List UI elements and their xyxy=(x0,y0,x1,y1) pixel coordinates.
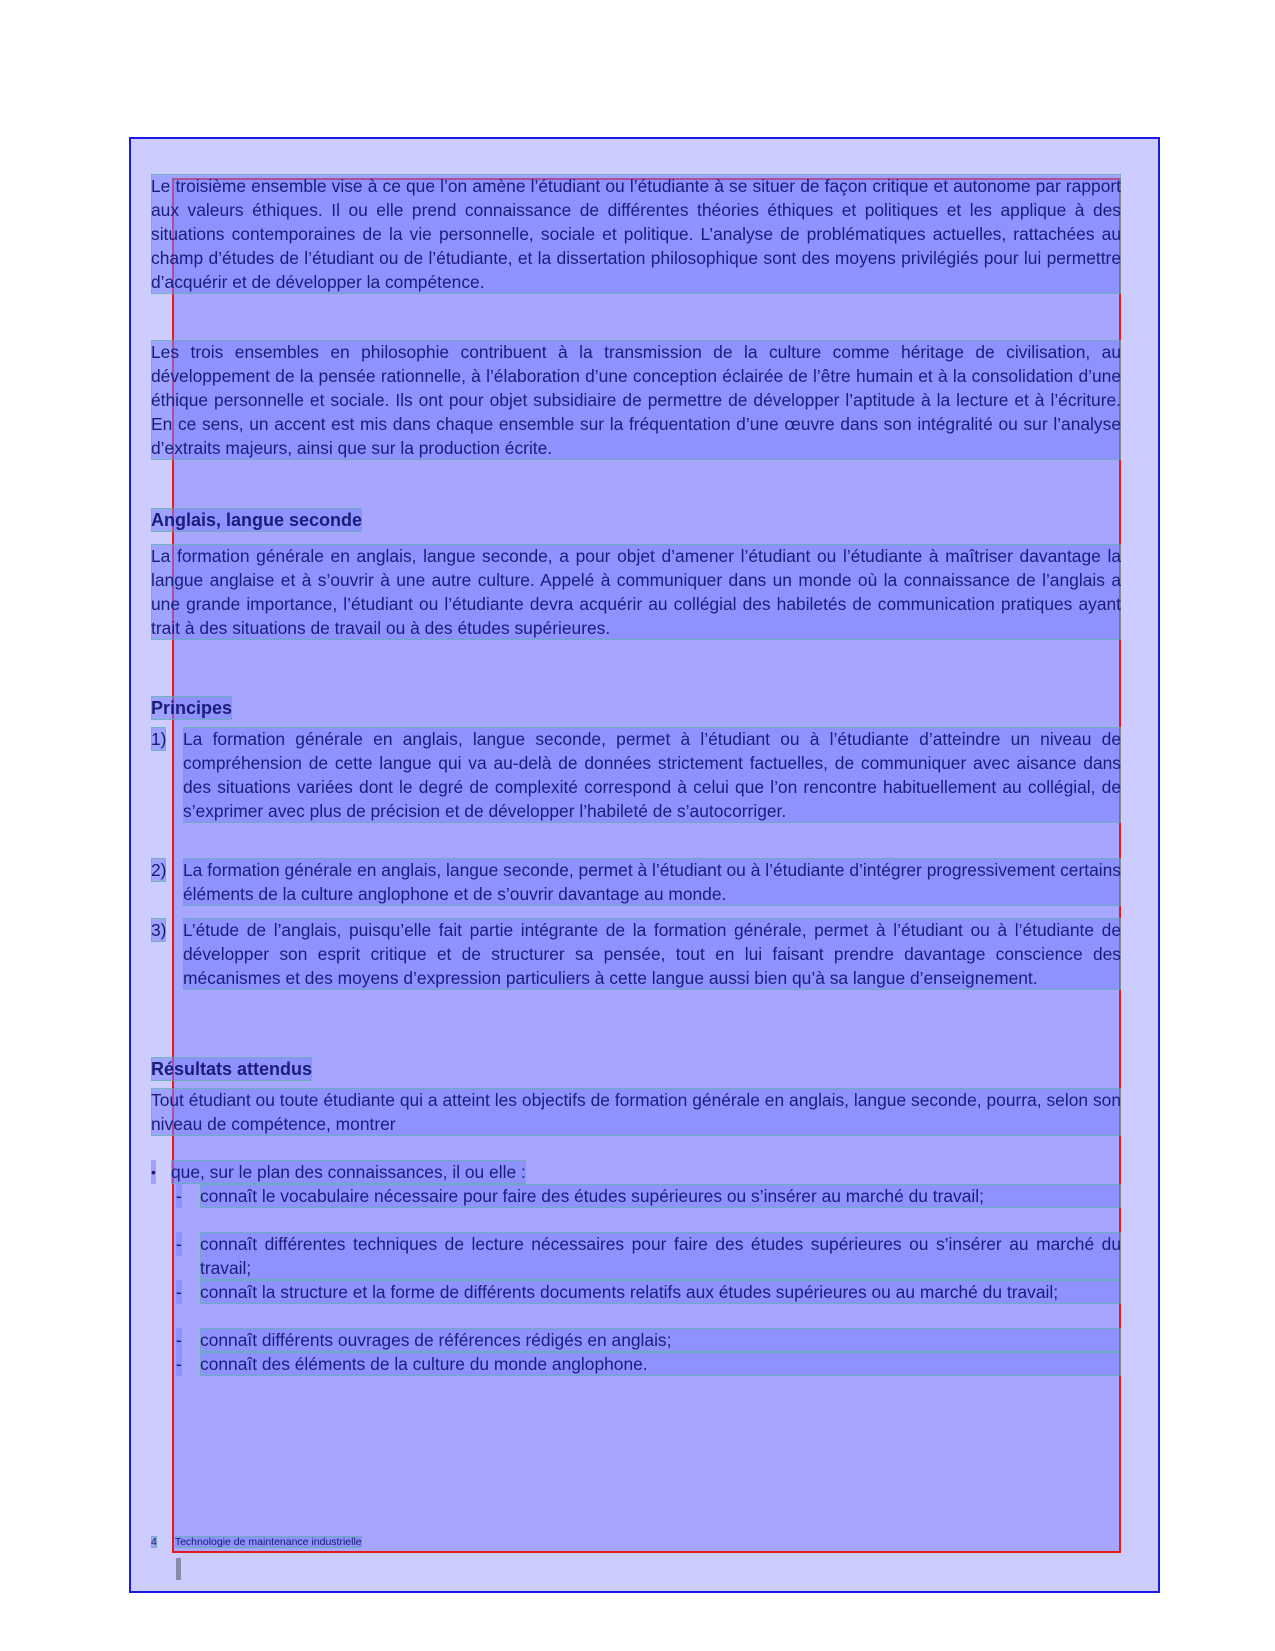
list-item xyxy=(176,1280,1121,1304)
list-item-text: connaît le vocabulaire nécessaire pour faire des études supérieures ou s’insérer au marché du travail; xyxy=(200,1184,1121,1208)
item-text: La formation générale en anglais, langue seconde, permet à l’étudiant ou à l’étudiante d’atteindre un niveau de compréhension de cette langue qui va au-delà de données strictement factuelles, de communiquer avec aisance dans des situations variées dont le degré de complexité correspond à celui que l’on rencontre habituellement au collégial, de s’exprimer avec plus de précision et de développer l’habileté de s’autocorriger. xyxy=(183,729,1121,821)
paragraph-text: Le troisième ensemble vise à ce que l’on amène l’étudiant ou l’étudiante à se situer de façon critique et autonome par rapport aux valeurs éthiques. Il ou elle prend connaissance de différentes théories éthiques et politiques et les applique à des situations contemporaines de la vie personnelle, sociale et politique. L’analyse de problématiques actuelles, rattachées au champ d’études de l’étudiant ou de l’étudiante, et la dissertation philosophique sont des moyens privilégiés pour lui permettre d’acquérir et de développer la compétence. xyxy=(151,176,1121,292)
heading-principes: Principes xyxy=(151,698,233,718)
footer-page-number: 4 xyxy=(151,1536,157,1548)
footer-title: Technologie de maintenance industrielle xyxy=(174,1536,362,1548)
lead-text: que, sur le plan des connaissances, il ou elle : xyxy=(171,1162,526,1182)
section-anglais-paragraph xyxy=(151,544,1121,640)
bullet-icon: • xyxy=(151,1160,156,1184)
dash-icon: - xyxy=(176,1234,182,1254)
list-item xyxy=(176,1184,1121,1208)
heading-resultats: Résultats attendus xyxy=(151,1059,313,1079)
section-resultats-heading xyxy=(151,1057,1121,1081)
text-cursor-mark xyxy=(176,1558,181,1580)
list-item xyxy=(176,1232,1121,1280)
dash-icon: - xyxy=(176,1186,182,1206)
page-footer xyxy=(151,1536,380,1548)
item-text: La formation générale en anglais, langue seconde, permet à l’étudiant ou à l’étudiante d’intégrer progressivement certains éléments de la culture anglophone et de s’ouvrir davantage au monde. xyxy=(183,860,1121,904)
principle-item-3 xyxy=(151,918,1121,990)
dash-icon: - xyxy=(176,1330,182,1350)
section-resultats-intro xyxy=(151,1088,1121,1136)
list-item-text: connaît la structure et la forme de différents documents relatifs aux études supérieures ou au marché du travail; xyxy=(200,1280,1121,1304)
paragraph-three-ensembles xyxy=(151,340,1121,460)
item-number: 2) xyxy=(151,860,167,880)
list-item-text: connaît différentes techniques de lecture nécessaires pour faire des études supérieures ou s’insérer au marché du travail; xyxy=(200,1234,1121,1278)
list-item xyxy=(176,1352,1121,1376)
section-anglais-heading xyxy=(151,508,1121,532)
item-number: 3) xyxy=(151,920,167,940)
heading-anglais: Anglais, langue seconde xyxy=(151,510,363,530)
item-number: 1) xyxy=(151,729,167,749)
paragraph-text: La formation générale en anglais, langue seconde, a pour objet d’amener l’étudiant ou l’étudiante à maîtriser davantage la langue anglaise et à s’ouvrir à une autre culture. Appelé à communiquer dans un monde où la connaissance de l’anglais a une grande importance, l’étudiant ou l’étudiante devra acquérir au collégial des habiletés de communication pratiques ayant trait à des situations de travail ou à des études supérieures. xyxy=(151,546,1121,638)
section-principes-heading xyxy=(151,696,1121,720)
dash-icon: - xyxy=(176,1282,182,1302)
paragraph-text: Tout étudiant ou toute étudiante qui a atteint les objectifs de formation générale en anglais, langue seconde, pourra, selon son niveau de compétence, montrer xyxy=(151,1090,1121,1134)
list-item xyxy=(176,1328,1121,1352)
principle-item-1 xyxy=(151,727,1121,823)
item-text: L’étude de l’anglais, puisqu’elle fait partie intégrante de la formation générale, permet à l’étudiant ou à l’étudiante de développer son esprit critique et de structurer sa pensée, tout en lui faisant prendre davantage conscience des mécanismes et des moyens d’expression particuliers à cette langue aussi bien qu’à sa langue d’enseignement. xyxy=(183,920,1121,988)
paragraph-third-ensemble xyxy=(151,174,1121,294)
list-item-text: connaît des éléments de la culture du monde anglophone. xyxy=(200,1352,1121,1376)
list-item-text: connaît différents ouvrages de références rédigés en anglais; xyxy=(200,1328,1121,1352)
dash-icon: - xyxy=(176,1354,182,1374)
knowledge-lead xyxy=(151,1160,526,1184)
paragraph-text: Les trois ensembles en philosophie contribuent à la transmission de la culture comme héritage de civilisation, au développement de la pensée rationnelle, à l’élaboration d’une conception éclairée de l’être humain et à la consolidation d’une éthique personnelle et sociale. Ils ont pour objet subsidiaire de permettre de développer l’aptitude à la lecture et à l’écriture. En ce sens, un accent est mis dans chaque ensemble sur la fréquentation d’une œuvre dans son intégralité ou sur l’analyse d’extraits majeurs, ainsi que sur la production écrite. xyxy=(151,342,1121,458)
principle-item-2 xyxy=(151,858,1121,906)
